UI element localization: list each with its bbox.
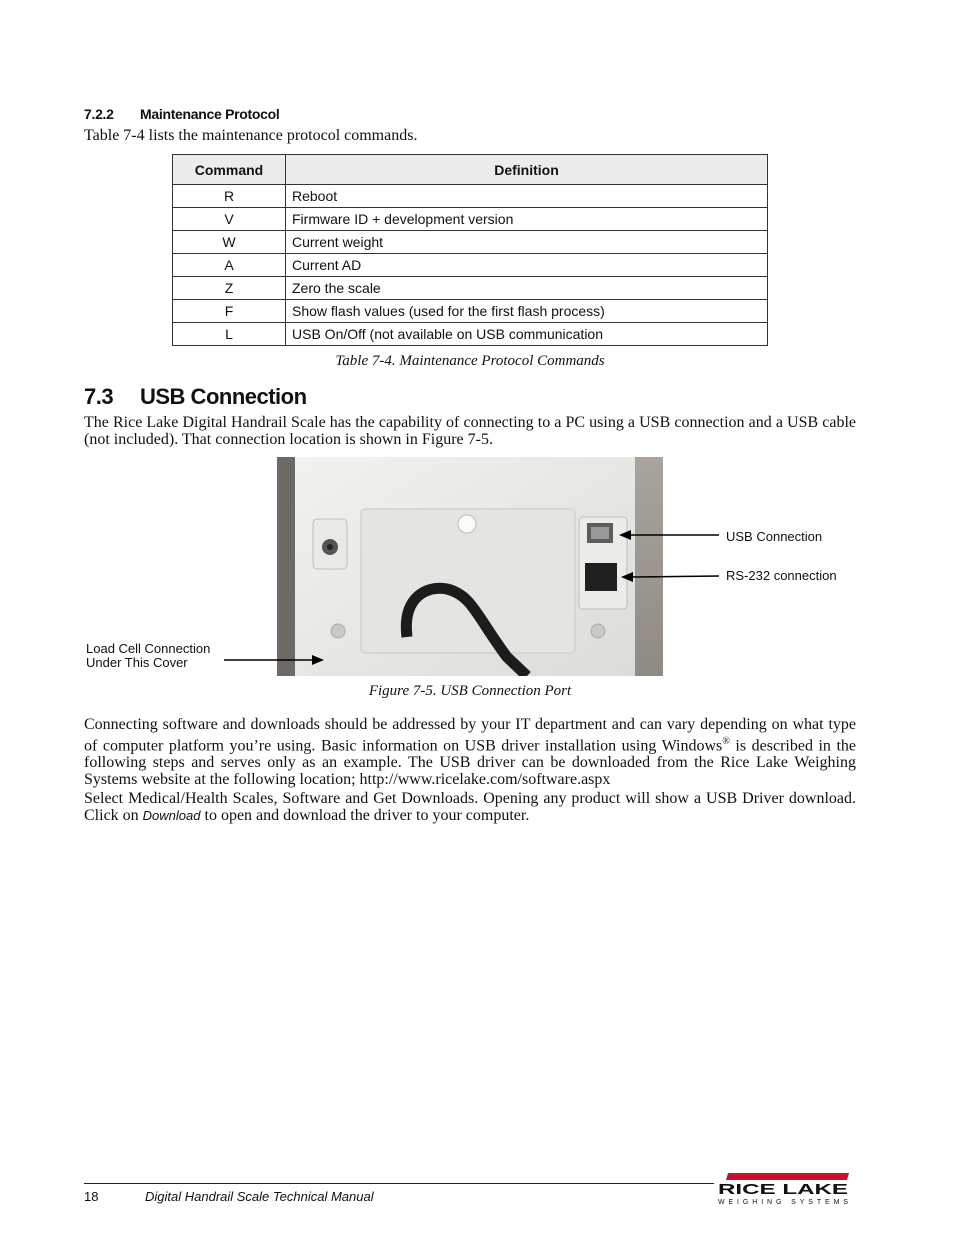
section-title: USB Connection <box>140 384 307 409</box>
logo-main-text: RICE LAKE <box>718 1181 848 1198</box>
download-text-a: Select Medical/Health Scales, Software and Get Downloads. Opening any product will show a USB Driver download. Click on <box>84 790 856 824</box>
definition-cell: Show flash values (used for the first flash process) <box>286 300 768 323</box>
command-cell: R <box>173 185 286 208</box>
command-cell: V <box>173 208 286 231</box>
section-number: 7.2.2 <box>84 106 114 122</box>
load-cell-label <box>86 642 210 670</box>
column-header-command: Command <box>173 155 286 185</box>
section-title: Maintenance Protocol <box>140 106 280 122</box>
footer-title: Digital Handrail Scale Technical Manual <box>145 1189 374 1204</box>
command-cell: Z <box>173 277 286 300</box>
registered-mark: ® <box>722 736 730 747</box>
usb-intro-paragraph: The Rice Lake Digital Handrail Scale has the capability of connecting to a PC using a USB connection and a USB cable (not included). That connection location is shown in Figure 7-5. <box>84 414 856 448</box>
command-cell: L <box>173 323 286 346</box>
definition-cell: Firmware ID + development version <box>286 208 768 231</box>
rs232-connection-label: RS-232 connection <box>726 568 837 583</box>
command-cell: A <box>173 254 286 277</box>
definition-cell: USB On/Off (not available on USB communication <box>286 323 768 346</box>
software-paragraph <box>84 716 856 788</box>
rice-lake-logo <box>714 1170 854 1210</box>
definition-cell: Zero the scale <box>286 277 768 300</box>
table-caption: Table 7-4. Maintenance Protocol Commands <box>335 353 605 369</box>
definition-cell: Reboot <box>286 185 768 208</box>
command-cell: F <box>173 300 286 323</box>
command-cell: W <box>173 231 286 254</box>
section-number: 7.3 <box>84 384 114 409</box>
definition-cell: Current AD <box>286 254 768 277</box>
usb-connection-label: USB Connection <box>726 529 823 544</box>
figure-caption: Figure 7-5. USB Connection Port <box>368 683 572 699</box>
download-link-text: Download <box>142 808 201 823</box>
footer-rule <box>84 1183 714 1184</box>
page-number: 18 <box>84 1189 99 1204</box>
logo-sub-text: WEIGHING SYSTEMS <box>718 1199 848 1206</box>
download-paragraph <box>84 790 856 824</box>
load-cell-label-line2: Under This Cover <box>86 655 188 670</box>
load-cell-label-line1: Load Cell Connection <box>86 641 211 656</box>
definition-cell: Current weight <box>286 231 768 254</box>
column-header-definition: Definition <box>286 155 768 185</box>
download-text-b: to open and download the driver to your computer. <box>200 807 530 824</box>
software-text-b: is described in the following steps and serves only as an example. The USB driver can be downloaded from the Rice Lake Weighing Systems website at the following location; http://www.ricelake.com/software.aspx <box>84 737 856 789</box>
software-text-a: Connecting software and downloads should be addressed by your IT department and can vary depending on what type of computer platform you’re using. Basic information on USB driver installation using Windows <box>84 716 856 755</box>
intro-text: Table 7-4 lists the maintenance protocol commands. <box>84 127 418 144</box>
